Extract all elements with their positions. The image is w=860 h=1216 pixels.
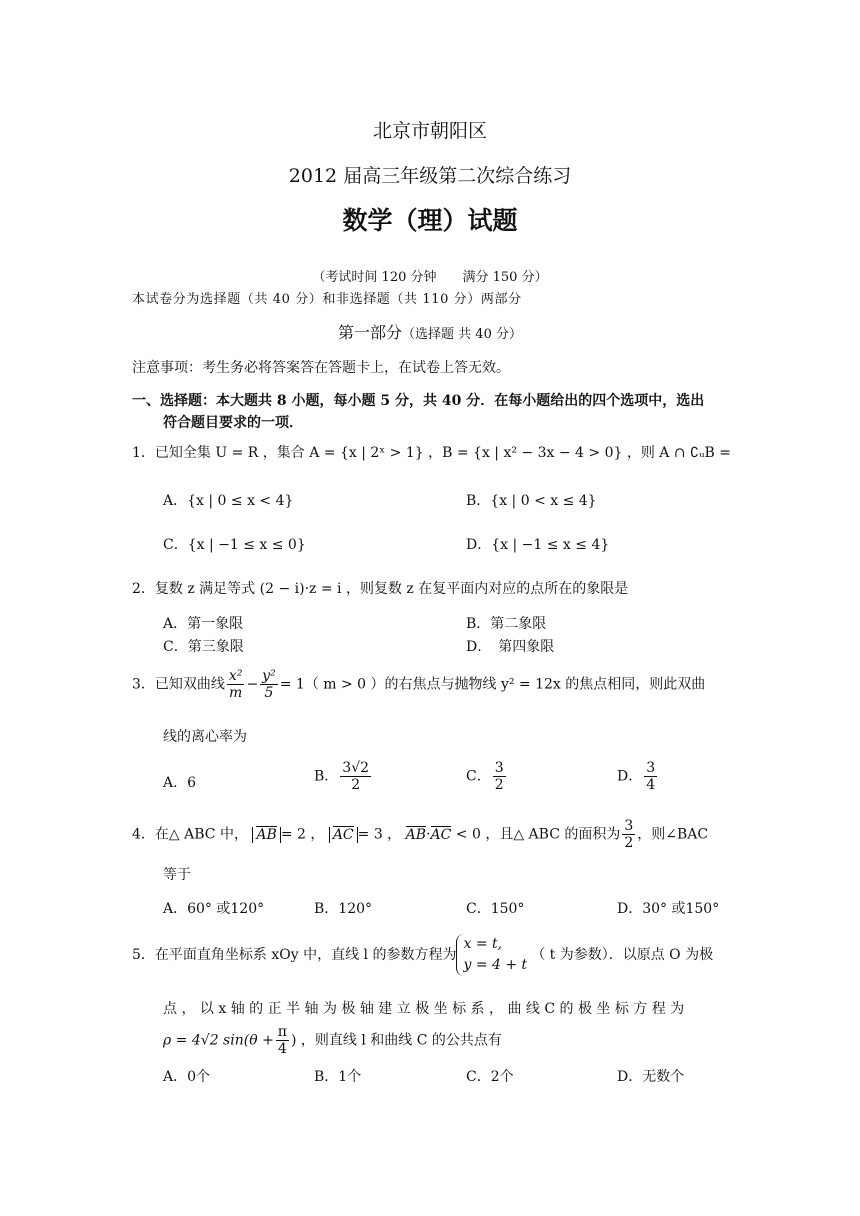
q5-stem-line2: 点 ， 以 x 轴 的 正 半 轴 为 极 轴 建 立 极 坐 标 系 ， 曲 线 C 的 极 坐 标 方 程 为	[163, 1001, 685, 1017]
q5-eq-y: y = 4 + t	[463, 957, 528, 973]
q3-fraction-y	[260, 668, 278, 701]
q4-vector-ab: AB	[256, 826, 277, 843]
q3-fraction-y-num: y²	[262, 668, 276, 684]
q3-stem-suffix: = 1（ m > 0 ）的右焦点与抛物线 y² = 12x 的焦点相同，则此双曲	[279, 676, 706, 693]
q5-pi-num: π	[277, 1024, 287, 1040]
q5-polar-eq: ρ = 4√2 sin(θ +	[163, 1032, 274, 1049]
q4-option-a: A．60° 或120°	[163, 901, 265, 917]
q5-option-a: A．0个	[163, 1069, 211, 1085]
part-heading	[0, 320, 860, 343]
q3-fraction-x-num: x²	[228, 668, 243, 684]
q2-option-c: C．第三象限	[163, 639, 244, 655]
q5-stem-prefix: 5．在平面直角坐标系 xOy 中，直线 l 的参数方程为	[132, 947, 457, 963]
q3-option-d-label: D．	[617, 768, 643, 785]
q4-abs-ac-value: = 3 ，	[357, 826, 402, 843]
q3-option-b-fraction	[340, 760, 371, 793]
q4-stem	[132, 818, 708, 851]
time-info: （考试时间 120 分钟 满分 150 分）	[312, 270, 548, 285]
q5-eq-x: x = t,	[463, 936, 503, 952]
q5-pi-den: 4	[277, 1041, 287, 1058]
q2-option-d: D． 第四象限	[466, 639, 555, 655]
q4-option-d: D．30° 或150°	[617, 901, 720, 917]
q4-abs-ab	[252, 827, 280, 843]
paper-structure: 本试卷分为选择题（共 40 分）和非选择题（共 110 分）两部分	[132, 292, 522, 307]
section-heading-line2: 符合题目要求的一项．	[163, 415, 303, 431]
q4-abs-ac	[329, 827, 358, 843]
q3-option-d-fraction	[644, 760, 657, 793]
q5-stem-line3-suffix: ) ，则直线 l 和曲线 C 的公共点有	[291, 1032, 502, 1049]
q4-dot-ac: AC	[430, 826, 452, 843]
q3-option-a	[163, 760, 196, 806]
q3-option-d	[617, 760, 659, 793]
q3-option-b-num: 3√2	[342, 760, 370, 776]
q4-vector-ac: AC	[332, 826, 354, 843]
q5-pi-fraction	[276, 1024, 289, 1057]
q5-stem-line3	[163, 1024, 502, 1057]
q4-stem-line2: 等于	[163, 867, 191, 883]
q4-option-c: C．150°	[466, 901, 525, 917]
q4-abs-ab-value: = 2 ，	[280, 826, 325, 843]
q4-dot-separator: ·	[426, 826, 431, 843]
q3-option-b	[314, 760, 373, 793]
q5-option-b: B．1个	[314, 1069, 362, 1085]
q5-stem-suffix: （ t 为参数）．以原点 O 为极	[531, 947, 714, 963]
q3-option-a-value: 6	[187, 775, 197, 791]
q3-option-b-label: B．	[314, 768, 339, 785]
q3-option-d-den: 4	[646, 777, 656, 794]
q3-option-c-den: 2	[494, 777, 504, 794]
q1-option-c: C．{x | −1 ≤ x ≤ 0}	[163, 537, 306, 553]
q5-param-system	[456, 934, 531, 976]
q3-option-c-num: 3	[494, 760, 504, 776]
q4-stem-suffix: ，则∠BAC	[637, 826, 709, 843]
q5-stem	[132, 934, 713, 976]
q3-option-c	[466, 760, 508, 793]
exam-title: 2012 届高三年级第二次综合练习	[288, 165, 572, 187]
section-heading-line1: 一、选择题：本大题共 8 小题，每小题 5 分，共 40 分．在每小题给出的四个选项中，选出	[132, 393, 705, 409]
q3-option-b-den: 2	[351, 777, 361, 794]
q3-option-a-label: A．	[163, 775, 188, 791]
q4-area-num: 3	[624, 818, 634, 834]
q4-stem-prefix: 4．在△ ABC 中，	[132, 826, 248, 843]
part-title: 第一部分	[338, 323, 403, 342]
q1-option-b: B．{x | 0 < x ≤ 4}	[466, 493, 597, 509]
q4-option-b: B．120°	[314, 901, 373, 917]
q3-stem-line2: 线的离心率为	[163, 729, 247, 745]
q1-stem: 1．已知全集 U = R ，集合 A = {x | 2ˣ > 1} ，B = {x | x² − 3x − 4 > 0} ，则 A ∩ ∁ᵤB =	[132, 445, 731, 461]
subject-title: 数学（理）试题	[342, 206, 518, 235]
q3-option-c-fraction	[493, 760, 506, 793]
q3-stem-prefix: 3．已知双曲线	[132, 676, 225, 693]
q1-option-d: D．{x | −1 ≤ x ≤ 4}	[466, 537, 610, 553]
q3-fraction-x-den: m	[229, 685, 243, 702]
q3-option-d-num: 3	[646, 760, 656, 776]
q4-area-den: 2	[624, 835, 634, 852]
q4-dot-ab: AB	[405, 826, 427, 843]
q2-stem: 2．复数 z 满足等式 (2 − i)·z = i ，则复数 z 在复平面内对应的点所在的象限是	[132, 581, 629, 597]
q4-area-fraction	[622, 818, 635, 851]
q5-option-c: C．2个	[466, 1069, 514, 1085]
q2-option-b: B．第二象限	[466, 616, 547, 632]
q3-fraction-x	[227, 668, 245, 701]
notice: 注意事项：考生务必将答案答在答题卡上，在试卷上答无效。	[132, 360, 510, 376]
q3-fraction-y-den: 5	[264, 685, 274, 702]
q5-option-d: D．无数个	[617, 1069, 685, 1085]
q2-option-a: A．第一象限	[163, 616, 244, 632]
q3-minus: −	[246, 676, 259, 693]
q3-option-c-label: C．	[466, 768, 491, 785]
district-title: 北京市朝阳区	[372, 120, 487, 142]
q1-option-a: A．{x | 0 ≤ x < 4}	[163, 493, 294, 509]
part-subtitle: （选择题 共 40 分）	[402, 327, 522, 342]
q3-stem	[132, 668, 705, 701]
q4-area-text: < 0 ，且△ ABC 的面积为	[455, 826, 621, 843]
